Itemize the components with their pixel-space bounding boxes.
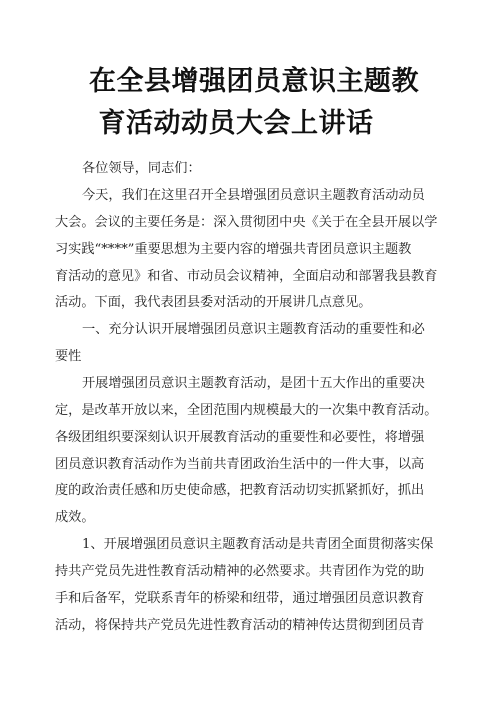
body-line: 手和后备军，党联系青年的桥梁和纽带，通过增强团员意识教育 [55,591,425,606]
body-line: 定，是改革开放以来，全团范围内规模最大的一次集中教育活动。 [55,403,438,418]
body-line: 持共产党员先进性教育活动精神的必然要求。共青团作为党的助 [55,564,425,579]
body-line: 度的政治责任感和历史使命感，把教育活动切实抓紧抓好，抓出 [55,483,425,498]
body-line: 育活动的意见》和省、市动员会议精神，全面启动和部署我县教育 [55,269,438,284]
document-title-line-2: 育活动动员大会上讲话 [98,108,374,139]
body-line: 习实践“****”重要思想为主要内容的增强共青团员意识主题教 [55,242,412,257]
section-heading-line: 一、充分认识开展增强团员意识主题教育活动的重要性和必 [82,322,425,337]
salutation: 各位领导，同志们： [82,161,201,176]
body-line: 开展增强团员意识主题教育活动，是团十五大作出的重要决 [82,376,425,391]
body-line: 活动，将保持共产党员先进性教育活动的精神传达贯彻到团员青 [55,618,425,633]
body-line: 今天，我们在这里召开全县增强团员意识主题教育活动动员 [82,188,425,203]
section-heading-line: 要性 [55,349,82,364]
document-title-line-1: 在全县增强团员意识主题教 [89,66,419,97]
body-line: 团员意识教育活动作为当前共青团政治生活中的一件大事，以高 [55,457,425,472]
body-line: 大会。会议的主要任务是：深入贯彻团中央《关于在全县开展以学 [55,215,438,230]
body-line: 1、开展增强团员意识主题教育活动是共青团全面贯彻落实保 [82,537,434,552]
body-line: 各级团组织要深刻认识开展教育活动的重要性和必要性，将增强 [55,430,425,445]
body-line: 成效。 [55,510,95,525]
body-line: 活动。下面，我代表团县委对活动的开展讲几点意见。 [55,295,372,310]
